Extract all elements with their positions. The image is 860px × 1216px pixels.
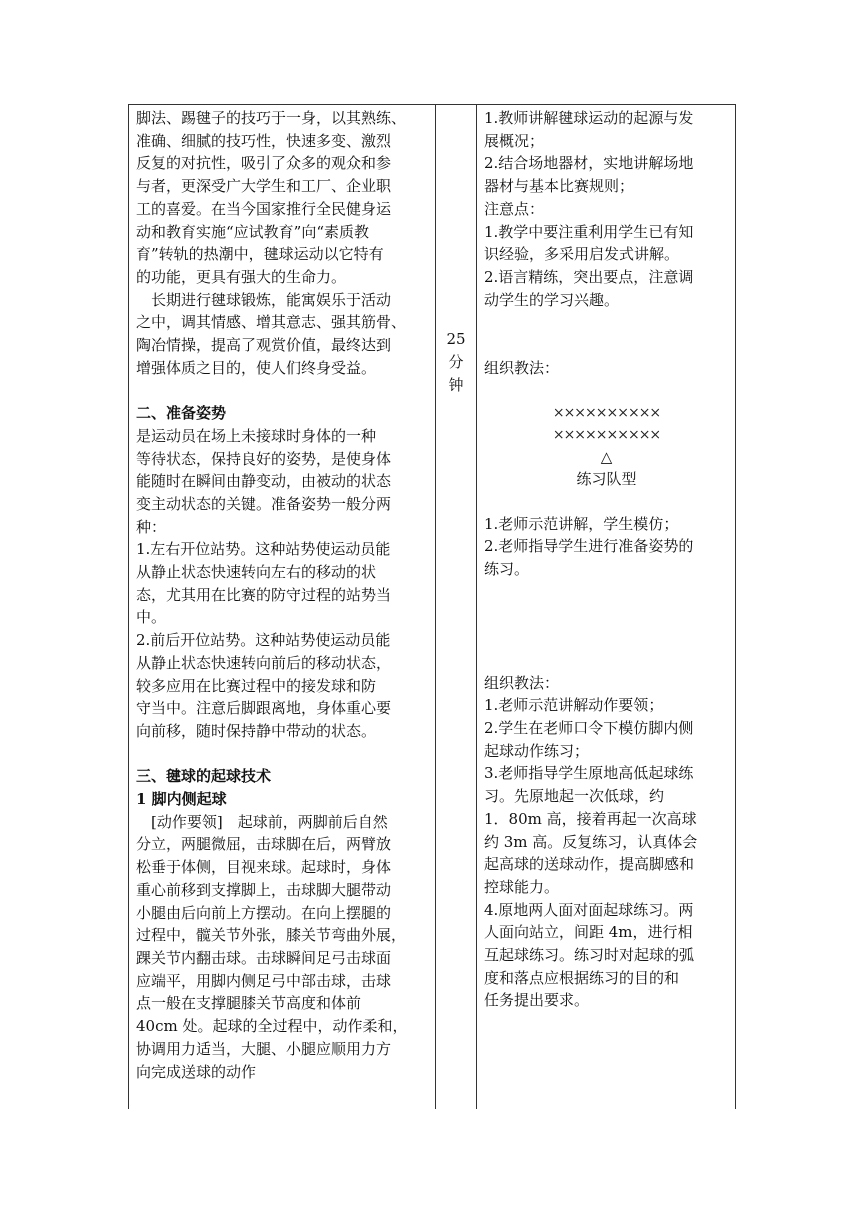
teaching-notes: 1.教师讲解毽球运动的起源与发 展概况； 2.结合场地器材，实地讲解场地 器材与基本比赛规则； 注意点： 1.教学中要注重利用学生已有知 识经验，多采用启发式讲解。 2.语言精练，突出要点，注意调 动学生的学习兴趣。 <box>484 109 694 309</box>
formation-caption: 练习队型 <box>576 470 637 489</box>
content-column <box>136 107 430 1083</box>
teaching-steps: 1.老师示范讲解动作要领； 2.学生在老师口令下模仿脚内侧 起球动作练习； 3.老师指导学生原地高低起球练 习。先原地起一次低球，约 1．80m 高，接着再起一次高球 约 3m 高。反复练习，认真体会 起高球的送球动作，提高脚感和 控球能力。 4.原地两人面对面起球练习。两 人面向站立，间距 4m，进行相 互起球练习。练习时对起球的弧 度和落点应根据练习的目的和 任务提出要求。 <box>484 696 698 1010</box>
section-heading: 二、准备姿势 <box>136 404 227 423</box>
subsection-heading: 1 脚内侧起球 <box>136 790 227 809</box>
formation-row: ×××××××××× <box>552 405 661 422</box>
intro-paragraph: 脚法、踢毽子的技巧于一身，以其熟练、 准确、细腻的技巧性，快速多变、激烈 反复的对抗性，吸引了众多的观众和参 与者，更深受广大学生和工厂、企业职 工的喜爱。在当今国家推行全民健身运 动和教育实施“应试教育”向“素质教 育”转轨的热潮中，毽球运动以它特有 的功能，更具有强大的生命力。 <box>136 109 407 286</box>
list-item: 1.左右开位站势。这种站势使运动员能 从静止状态快速转向左右的移动的状 态，尤其用在比赛的防守过程的站势当 中。 <box>136 540 392 627</box>
column-divider <box>476 105 477 1109</box>
organization-label: 组织教法： <box>484 358 560 377</box>
lesson-table <box>128 104 736 1109</box>
subsection-text: [动作要领] 起球前，两脚前后自然 分立，两腿微屈，击球脚在后，两臂放 松垂于体侧，目视来球。起球时，身体 重心前移到支撑脚上，击球脚大腿带动 小腿由后向前上方摆动。在向上摆腿的 过程中，髋关节外张，膝关节弯曲外展， 踝关节内翻击球。击球瞬间足弓击球面 应端平，用脚内侧足弓中部击球，击球 点一般在支撑腿膝关节高度和体前 40cm 处。起球的全过程中，动作柔和， 协调用力适当，大腿、小腿应顺用力方 向完成送球的动作 <box>136 812 408 1081</box>
section-heading: 三、毽球的起球技术 <box>136 767 272 786</box>
time-cell: 25 分 钟 <box>446 330 466 394</box>
organization-label: 组织教法： <box>484 673 560 692</box>
section-text: 是运动员在场上未接球时身体的一种 等待状态，保持良好的姿势，是使身体 能随时在瞬间由静变动，由被动的状态 变主动状态的关键。准备姿势一般分两 种： <box>136 426 392 536</box>
column-divider <box>435 105 436 1109</box>
formation-row: ×××××××××× <box>552 427 661 444</box>
method-column <box>484 107 729 1012</box>
teaching-steps: 1.老师示范讲解，学生模仿； 2.老师指导学生进行准备姿势的 练习。 <box>484 514 694 579</box>
benefit-paragraph: 长期进行毽球锻炼，能寓娱乐于活动 之中，调其情感、增其意志、强其筋骨、 陶冶情操，提高了观赏价值，最终达到 增强体质之目的，使人们终身受益。 <box>136 290 407 377</box>
practice-formation <box>484 402 729 490</box>
teacher-triangle-icon: △ <box>600 448 613 467</box>
list-item: 2.前后开位站势。这种站势使运动员能 从静止状态快速转向前后的移动状态， 较多应用在比赛过程中的接发球和防 守当中。注意后脚跟离地，身体重心要 向前移，随时保持静中带动的状态。 <box>136 631 392 740</box>
